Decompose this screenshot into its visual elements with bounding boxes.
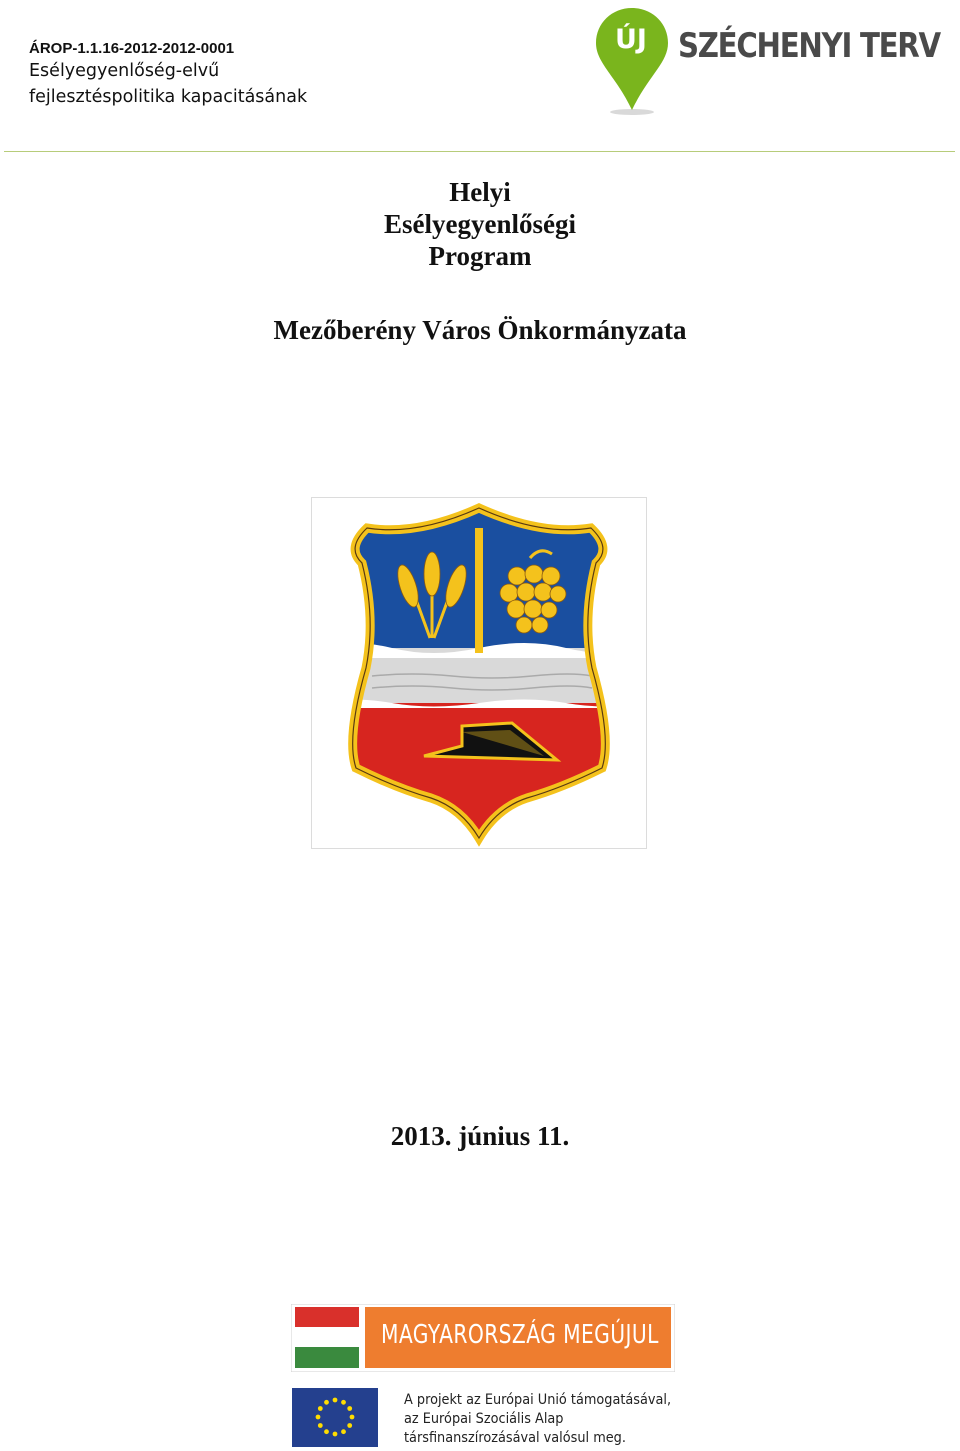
project-code: ÁROP-1.1.16-2012-2012-0001 bbox=[29, 40, 235, 57]
hungarian-flag-icon bbox=[295, 1307, 359, 1368]
banner-text: MAGYARORSZÁG MEGÚJUL bbox=[381, 1320, 659, 1350]
eu-flag-icon bbox=[292, 1388, 378, 1447]
document-date: 2013. június 11. bbox=[390, 1121, 570, 1151]
coat-of-arms-icon bbox=[312, 498, 646, 848]
header-divider bbox=[4, 151, 955, 152]
header-line-2: Esélyegyenlőség-elvű bbox=[29, 61, 220, 81]
municipality-name: Mezőberény Város Önkormányzata bbox=[273, 315, 687, 345]
logo-badge-text: ÚJ bbox=[615, 24, 647, 55]
eu-funding-line-1: A projekt az Európai Unió támogatásával, bbox=[404, 1392, 672, 1408]
title-line-3: Program bbox=[428, 241, 532, 271]
title-line-2: Esélyegyenlőségi bbox=[384, 209, 576, 239]
header-line-3: fejlesztéspolitika kapacitásának bbox=[29, 87, 308, 107]
logo-name: SZÉCHENYI TERV bbox=[678, 26, 940, 66]
eu-funding-line-3: társfinanszírozásával valósul meg. bbox=[404, 1430, 626, 1446]
coat-of-arms-frame bbox=[311, 497, 647, 849]
title-line-1: Helyi bbox=[449, 177, 511, 207]
eu-funding-line-2: az Európai Szociális Alap bbox=[404, 1411, 564, 1427]
